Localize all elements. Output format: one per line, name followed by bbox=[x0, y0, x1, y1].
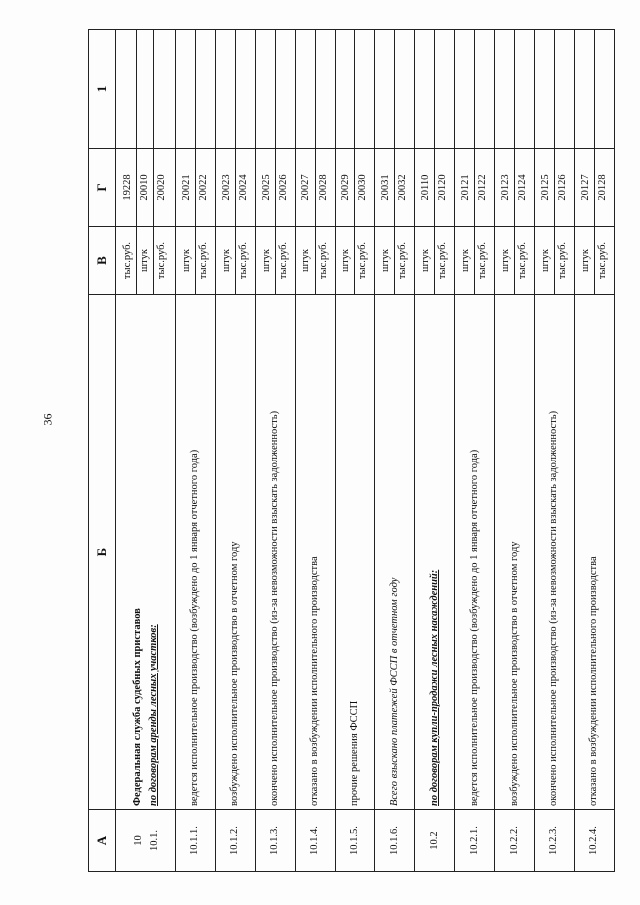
row-values bbox=[335, 30, 375, 149]
row-description: ведется исполнительное производство (возбуждено до 1 января отчетного года) bbox=[455, 295, 495, 810]
section-subtitle: по договорам аренды лесных участков: bbox=[148, 624, 160, 806]
code-value: 20125 bbox=[539, 174, 551, 201]
row-code: 10.1.6. bbox=[375, 810, 415, 872]
row-description: отказано в возбуждении исполнительного производства bbox=[574, 295, 614, 810]
row-codes bbox=[535, 149, 575, 227]
page-number: 36 bbox=[40, 413, 55, 426]
code-value: 20032 bbox=[394, 149, 411, 226]
row-units bbox=[535, 227, 575, 295]
code-value: 20029 bbox=[340, 174, 352, 201]
unit-value: штук bbox=[579, 249, 591, 272]
row-description: окончено исполнительное производство (из-за невозможности взыскать задолженность) bbox=[535, 295, 575, 810]
row-values bbox=[535, 30, 575, 149]
row-values bbox=[574, 30, 614, 149]
row-codes bbox=[295, 149, 335, 227]
header-col-1: 1 bbox=[89, 30, 116, 149]
code-value: 20121 bbox=[460, 174, 472, 201]
row-code-value: 10.1. bbox=[149, 830, 161, 851]
code-value: 19228 bbox=[122, 174, 134, 201]
row-codes bbox=[175, 149, 215, 227]
header-col-v: В bbox=[89, 227, 116, 295]
row-description: прочие решения ФССП bbox=[335, 295, 375, 810]
row-codes bbox=[255, 149, 295, 227]
code-value: 20026 bbox=[275, 149, 292, 226]
row-values bbox=[295, 30, 335, 149]
code-value: 20030 bbox=[354, 149, 371, 226]
row-codes bbox=[335, 149, 375, 227]
row-code: 10.1.3. bbox=[255, 810, 295, 872]
row-description: отказано в возбуждении исполнительного производства bbox=[295, 295, 335, 810]
row-code: 10.2.4. bbox=[574, 810, 614, 872]
statistics-table bbox=[88, 29, 615, 872]
row-code bbox=[116, 810, 176, 872]
row-values bbox=[495, 30, 535, 149]
row-description: по договорам купли-продажи лесных насаждений: bbox=[415, 295, 455, 810]
unit-value: штук bbox=[300, 249, 312, 272]
code-value: 20128 bbox=[594, 149, 611, 226]
code-value: 20123 bbox=[500, 174, 512, 201]
row-description: окончено исполнительное производство (из-за невозможности взыскать задолженность) bbox=[255, 295, 295, 810]
table-row bbox=[295, 30, 335, 872]
row-codes bbox=[455, 149, 495, 227]
table-row bbox=[116, 30, 176, 872]
row-units bbox=[574, 227, 614, 295]
unit-value: штук bbox=[340, 249, 352, 272]
unit-value: штук bbox=[220, 249, 232, 272]
unit-value: тыс.руб. bbox=[195, 227, 212, 294]
code-value: 20031 bbox=[380, 174, 392, 201]
row-codes bbox=[495, 149, 535, 227]
unit-value: тыс.руб. bbox=[554, 227, 571, 294]
row-values bbox=[215, 30, 255, 149]
row-units bbox=[116, 227, 176, 295]
row-description: ведется исполнительное производство (возбуждено до 1 января отчетного года) bbox=[175, 295, 215, 810]
row-values bbox=[375, 30, 415, 149]
row-units bbox=[415, 227, 455, 295]
table-row bbox=[455, 30, 495, 872]
row-values bbox=[116, 30, 176, 149]
row-description: возбуждено исполнительное производство в отчетном году bbox=[495, 295, 535, 810]
table-row bbox=[415, 30, 455, 872]
table-row bbox=[255, 30, 295, 872]
row-codes bbox=[415, 149, 455, 227]
row-code: 10.2 bbox=[415, 810, 455, 872]
unit-value: штук bbox=[260, 249, 272, 272]
code-value: 20022 bbox=[195, 149, 212, 226]
table-container bbox=[88, 30, 615, 872]
row-code: 10.2.2. bbox=[495, 810, 535, 872]
unit-value: тыс.руб. bbox=[394, 227, 411, 294]
row-units bbox=[375, 227, 415, 295]
unit-value: тыс.руб. bbox=[474, 227, 491, 294]
code-value: 20010 bbox=[136, 149, 153, 226]
table-row bbox=[495, 30, 535, 872]
unit-value: штук bbox=[539, 249, 551, 272]
unit-value: штук bbox=[380, 249, 392, 272]
unit-value: тыс.руб. bbox=[122, 241, 134, 280]
row-values bbox=[415, 30, 455, 149]
code-value: 20110 bbox=[420, 174, 432, 201]
unit-value: штук bbox=[420, 249, 432, 272]
row-codes bbox=[375, 149, 415, 227]
code-value: 20027 bbox=[300, 174, 312, 201]
row-description: возбуждено исполнительное производство в отчетном году bbox=[215, 295, 255, 810]
table-row bbox=[574, 30, 614, 872]
code-value: 20122 bbox=[474, 149, 491, 226]
row-code: 10.2.1. bbox=[455, 810, 495, 872]
row-units bbox=[175, 227, 215, 295]
table-row bbox=[535, 30, 575, 872]
code-value: 20120 bbox=[434, 149, 451, 226]
section-title: Федеральная служба судебных приставов bbox=[132, 608, 144, 806]
row-values bbox=[175, 30, 215, 149]
unit-value: штук bbox=[180, 249, 192, 272]
row-units bbox=[335, 227, 375, 295]
table-row bbox=[175, 30, 215, 872]
header-col-g: Г bbox=[89, 149, 116, 227]
table-row bbox=[335, 30, 375, 872]
unit-value: тыс.руб. bbox=[434, 227, 451, 294]
code-value: 20126 bbox=[554, 149, 571, 226]
row-description bbox=[116, 295, 176, 810]
code-value: 20025 bbox=[260, 174, 272, 201]
table-header-row bbox=[89, 30, 116, 872]
code-value: 20020 bbox=[153, 149, 170, 226]
row-units bbox=[295, 227, 335, 295]
code-value: 20127 bbox=[579, 174, 591, 201]
unit-value: тыс.руб. bbox=[315, 227, 332, 294]
header-col-a: А bbox=[89, 810, 116, 872]
row-code: 10.1.1. bbox=[175, 810, 215, 872]
code-value: 20023 bbox=[220, 174, 232, 201]
code-value: 20021 bbox=[180, 174, 192, 201]
row-code: 10.1.4. bbox=[295, 810, 335, 872]
row-units bbox=[255, 227, 295, 295]
table-row bbox=[375, 30, 415, 872]
row-units bbox=[455, 227, 495, 295]
row-values bbox=[255, 30, 295, 149]
code-value: 20024 bbox=[235, 149, 252, 226]
row-code: 10.2.3. bbox=[535, 810, 575, 872]
row-units bbox=[215, 227, 255, 295]
row-units bbox=[495, 227, 535, 295]
code-value: 20028 bbox=[315, 149, 332, 226]
unit-value: тыс.руб. bbox=[275, 227, 292, 294]
row-code: 10.1.2. bbox=[215, 810, 255, 872]
unit-value: тыс.руб. bbox=[594, 227, 611, 294]
header-col-b: Б bbox=[89, 295, 116, 810]
unit-value: тыс.руб. bbox=[153, 227, 170, 294]
table-row bbox=[215, 30, 255, 872]
unit-value: тыс.руб. bbox=[235, 227, 252, 294]
row-codes bbox=[574, 149, 614, 227]
rotated-table bbox=[88, 30, 615, 872]
row-codes bbox=[215, 149, 255, 227]
code-value: 20124 bbox=[514, 149, 531, 226]
unit-value: штук bbox=[500, 249, 512, 272]
row-codes bbox=[116, 149, 176, 227]
row-values bbox=[455, 30, 495, 149]
unit-value: штук bbox=[460, 249, 472, 272]
section-number: 10 bbox=[133, 835, 145, 846]
unit-value: тыс.руб. bbox=[354, 227, 371, 294]
row-code: 10.1.5. bbox=[335, 810, 375, 872]
row-description: Всего взыскано платежей ФССП в отчетном году bbox=[375, 295, 415, 810]
unit-value: тыс.руб. bbox=[514, 227, 531, 294]
unit-value: штук bbox=[136, 227, 153, 294]
